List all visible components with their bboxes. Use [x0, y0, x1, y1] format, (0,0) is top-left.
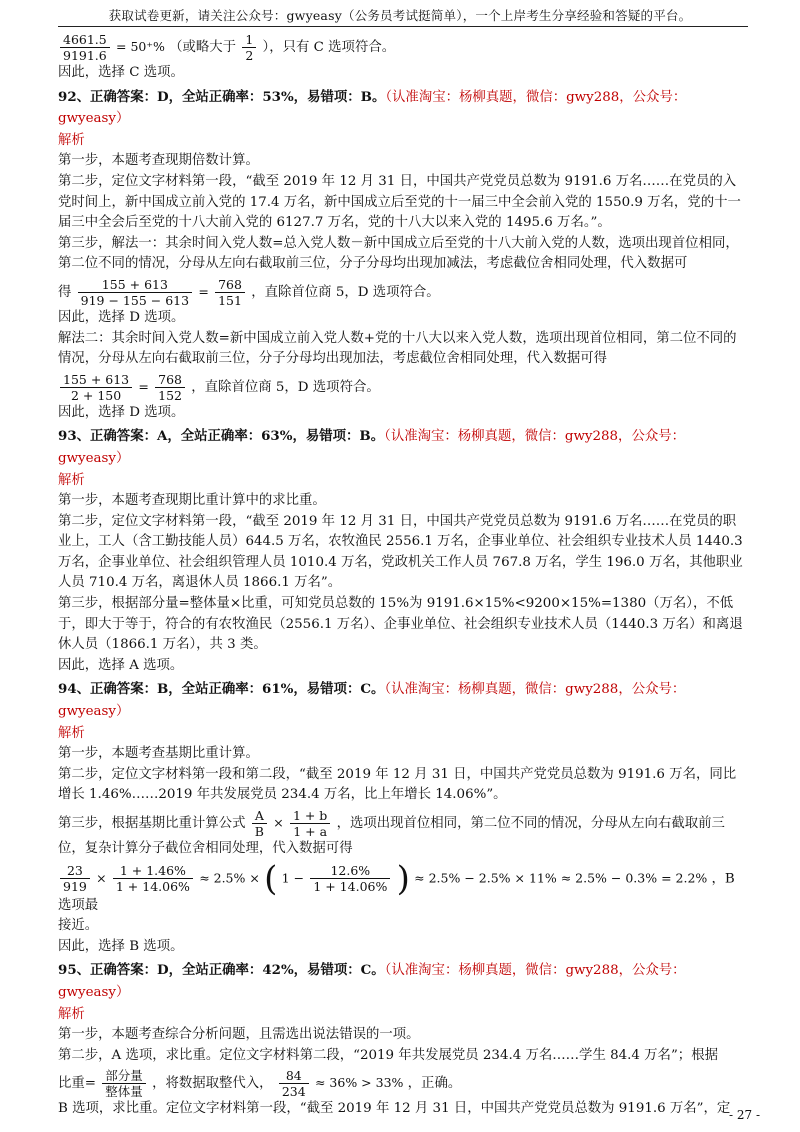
fraction: $\frac{155 + 613}{2 + 150}$	[60, 372, 132, 403]
q92-solution-2: 解法二：其余时间入党人数=新中国成立前入党人数+党的十八大以来入党人数，选项出现首位相同，第二位不同的情况，分母从左向右截取前三位，分子分母均出现加法，考虑截位舍相同处理，代入数据可得	[58, 330, 737, 367]
q94-step3-end: 接近。	[58, 918, 99, 934]
q92-step3: 第三步，解法一：其余时间入党人数=总入党人数－新中国成立后至党的十八大前入党的人数，选项出现首位相同，第二位不同的情况，分母从左向右截取前三位，分子分母均出现加减法，考虑截位舍相同处理，代入数据可	[58, 235, 739, 272]
prev-formula-line: $\frac{4661.5}{9191.6}$ = 50⁺% （或略大于 $\frac{1}{2}$ ），只有 C 选项符合。	[58, 32, 748, 63]
q94-answer-line: 94、正确答案：B，全站正确率：61%，易错项：C。（认准淘宝：杨柳真题，微信：gwy288，公众号：gwyeasy）	[58, 681, 686, 720]
watermark-text: （认准淘宝：杨柳真题，微信：gwy288，公众号：gwyeasy）	[58, 682, 686, 720]
page-header: 获取试卷更新，请关注公众号：gwyeasy（公务员考试挺简单），一个上岸考生分享经验和答疑的平台。	[108, 8, 692, 23]
q95-step2: 第二步，A 选项，求比重。定位文字材料第二段，“2019 年共发展党员 234.4 万名……学生 84.4 万名”；根据	[58, 1047, 718, 1063]
q95-option-b: B 选项，求比重。定位文字材料第一段，“截至 2019 年 12 月 31 日，中国共产党党员总数为 9191.6 万名”，定	[58, 1101, 731, 1117]
watermark-text: （认准淘宝：杨柳真题，微信：gwy288，公众号：gwyeasy）	[58, 429, 686, 466]
watermark-text: （认准淘宝：杨柳真题，微信：gwy288，公众号：gwyeasy）	[58, 89, 687, 127]
q95-answer-line: 95、正确答案：D，全站正确率：42%，易错项：C。（认准淘宝：杨柳真题，微信：gwy288，公众号：gwyeasy）	[58, 962, 686, 1000]
q92-conclusion-2: 因此，选择 D 选项。	[58, 404, 185, 420]
q94-step1: 第一步，本题考查基期比重计算。	[58, 746, 259, 762]
fraction: $\frac{1 + 1.46\%}{1 + 14.06\%}$	[113, 863, 193, 894]
q92-step1: 第一步，本题考查现期倍数计算。	[58, 153, 259, 169]
q93-step1: 第一步，本题考查现期比重计算中的求比重。	[58, 493, 326, 509]
fraction: $\frac{768}{151}$	[215, 277, 245, 308]
fraction: $\frac{155 + 613}{919 - 155 - 613}$	[78, 277, 192, 308]
q92-step2: 第二步，定位文字材料第一段，“截至 2019 年 12 月 31 日，中国共产党党员总数为 9191.6 万名……在党员的入党时间上，新中国成立前入党的 17.4 万名，新中国成立后至党的十一届三中全会前入党的 1550.9 万名，党的十一届三中全会后至党的十八大前入党的 6127.7 万名，党的十八大以来入党的 1495.6 万名。”。	[58, 173, 741, 231]
watermark-text: （认准淘宝：杨柳真题，微信：gwy288，公众号：gwyeasy）	[58, 963, 686, 1000]
q92-formula-2: $\frac{155 + 613}{2 + 150}$ = $\frac{768}{152}$ ，直除首位商 5，D 选项符合。	[58, 372, 748, 403]
q93-conclusion: 因此，选择 A 选项。	[58, 657, 184, 673]
q95-ratio-formula: 比重= $\frac{\text{部分量}}{\text{整体量}}$ ，将数据取整代入， $\frac{84}{234}$ ≈ 36% > 33% ，正确。	[58, 1068, 462, 1100]
fraction: $\frac{1 + b}{1 + a}$	[290, 808, 330, 839]
header-rule	[58, 26, 748, 27]
q94-step2: 第二步，定位文字材料第一段和第二段，“截至 2019 年 12 月 31 日，中国共产党党员总数为 9191.6 万名，同比增长 1.46%……2019 年共发展党员 234.4 万名，比上年增长 14.06%”。	[58, 766, 737, 803]
fraction: $\frac{4661.5}{9191.6}$	[60, 32, 110, 63]
fraction: $\frac{A}{B}$	[252, 808, 267, 839]
q93-step2: 第二步，定位文字材料第一段，“截至 2019 年 12 月 31 日，中国共产党党员总数为 9191.6 万名……在党员的职业上，工人（含工勤技能人员）644.5 万名，农牧渔民 2556.1 万名，企事业单位、社会组织专业技术人员 1440.3 万名，企事业单位、社会组织管理人员 1010.4 万名，党政机关工作人员 767.8 万名，学生 196.0 万名，其他职业人员 710.4 万名，离退休人员 1866.1 万名”。	[58, 513, 743, 591]
q92-conclusion-1: 因此，选择 D 选项。	[58, 309, 185, 325]
q94-formula: $\frac{23}{919}$ × $\frac{1 + 1.46\%}{1 + 14.06\%}$ ≈ 2.5% × ( 1 − $\frac{12.6\%}{1 + 14.06\%}$ ) ≈ 2.5% − 2.5% × 11% ≈ 2.5% − 0.3% = 2.2% ，B 选项最	[58, 858, 735, 913]
fraction: $\frac{\text{部分量}}{\text{整体量}}$	[102, 1068, 146, 1099]
page-content	[58, 30, 748, 1120]
q92-analysis-label: 解析	[58, 132, 85, 148]
page-number: - 27 -	[728, 1108, 760, 1122]
q93-step3: 第三步，根据部分量=整体量×比重，可知党员总数的 15%为 9191.6×15%<9200×15%=1380（万名），不低于，即大于等于，符合的有农牧渔民（2556.1 万名）、企事业单位、社会组织专业技术人员（1440.3 万名）和离退休人员（1866.1 万名），共 3 类。	[58, 596, 743, 653]
q94-analysis-label: 解析	[58, 725, 85, 741]
q94-step3: 第三步，根据基期比重计算公式 $\frac{A}{B}$ × $\frac{1 + b}{1 + a}$ ，选项出现首位相同，第二位不同的情况，分母从左向右截取前三位，复杂计算分子截位舍相同处理，代入数据可得	[58, 808, 725, 856]
fraction: $\frac{12.6\%}{1 + 14.06\%}$	[310, 863, 390, 894]
q94-conclusion: 因此，选择 B 选项。	[58, 938, 184, 954]
fraction: $\frac{84}{234}$	[279, 1068, 309, 1099]
q95-step1: 第一步，本题考查综合分析问题，且需选出说法错误的一项。	[58, 1027, 420, 1043]
q95-analysis-label: 解析	[58, 1006, 85, 1022]
fraction: $\frac{1}{2}$	[242, 32, 256, 63]
prev-conclusion: 因此，选择 C 选项。	[58, 65, 184, 80]
q93-analysis-label: 解析	[58, 472, 85, 488]
q93-answer-line: 93、正确答案：A，全站正确率：63%，易错项：B。（认准淘宝：杨柳真题，微信：gwy288，公众号：gwyeasy）	[58, 428, 686, 466]
q92-formula-1: 得 $\frac{155 + 613}{919 - 155 - 613}$ = $\frac{768}{151}$ ，直除首位商 5，D 选项符合。	[58, 276, 440, 308]
fraction: $\frac{768}{152}$	[155, 372, 185, 403]
fraction: $\frac{23}{919}$	[60, 863, 90, 894]
q92-answer-line: 92、正确答案：D，全站正确率：53%，易错项：B。（认准淘宝：杨柳真题，微信：gwy288，公众号：gwyeasy）	[58, 88, 687, 127]
